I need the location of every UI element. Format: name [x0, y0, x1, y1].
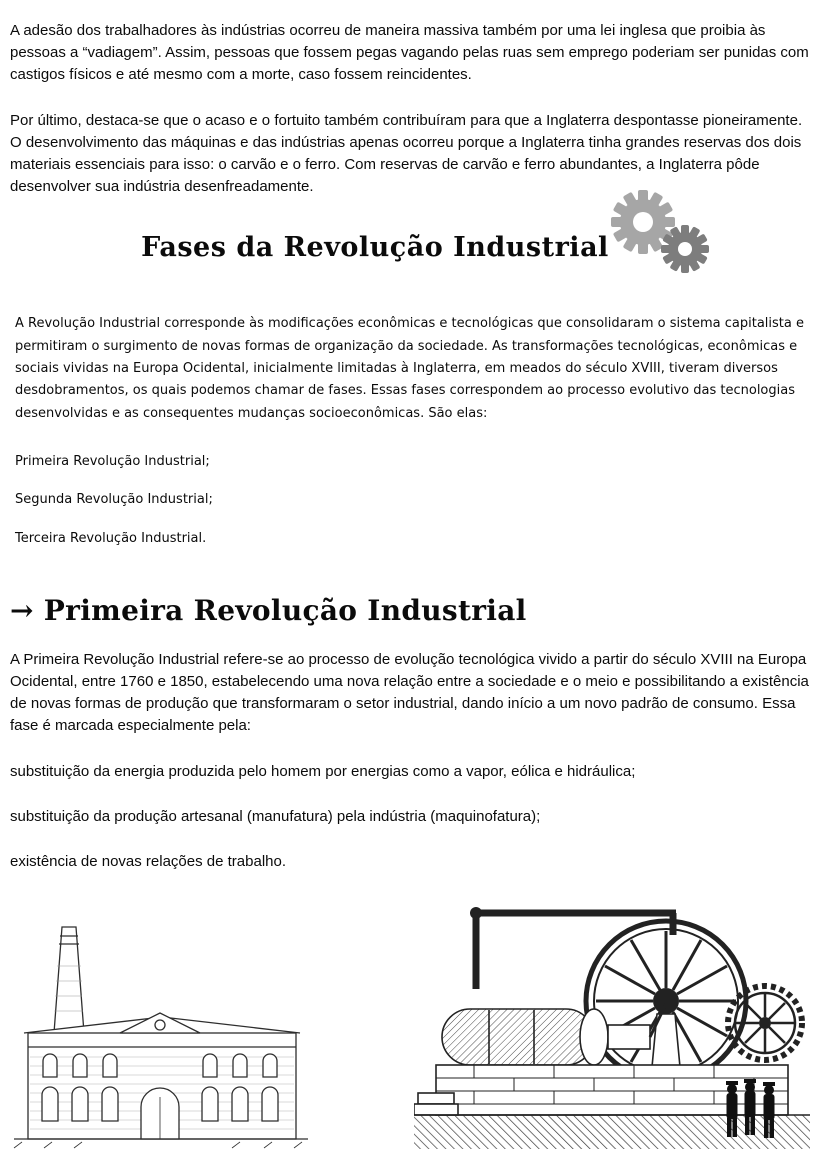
primeira-list-item-2: substituição da produção artesanal (manufatura) pela indústria (maquinofatura);: [10, 808, 541, 826]
intro-paragraph-2: Por último, destaca-se que o acaso e o fortuito também contribuíram para que a Inglaterra despontasse pioneiramente. O desenvolvimento das máquinas e das indústrias apenas ocorreu porque a Inglaterra tinha grandes reservas dos dois materiais essenciais para isso: o carvão e o ferro. Com reservas de carvão e ferro abundantes, a Inglaterra pôde desenvolver sua indústria desenfreadamente.: [10, 112, 803, 196]
gears-icon: [597, 186, 715, 278]
primeira-list-item-3: existência de novas relações de trabalho.: [10, 853, 287, 871]
images-row: [10, 897, 810, 1149]
primeira-body-paragraph: A Primeira Revolução Industrial refere-se ao processo de evolução tecnológica vivido a partir do século XVIII na Europa Ocidental, entre 1760 e 1850, estabelecendo uma nova relação entre a sociedade e o meio e possibilitando a existência de novas formas de produção que transformaram o setor industrial, dando início a um novo padrão de consumo. Essa fase é marcada especialmente pela:: [10, 651, 809, 735]
intro-paragraph-1: A adesão dos trabalhadores às indústrias ocorreu de maneira massiva também por uma lei inglesa que proibia às pessoas a “vadiagem”. Assim, pessoas que fossem pegas vagando pelas ruas sem emprego poderiam ser punidas com castigos físicos e até mesmo com a morte, caso fossem reincidentes.: [10, 22, 809, 84]
primeira-section-title: → Primeira Revolução Industrial: [10, 594, 527, 628]
fases-heading-row: [10, 232, 740, 263]
fases-list-item-2: Segunda Revolução Industrial;: [15, 492, 213, 508]
fases-body-paragraph: A Revolução Industrial corresponde às modificações econômicas e tecnológicas que consolidaram o sistema capitalista e permitiram o surgimento de novas formas de organização da sociedade. As transformações tecnológicas, econômicas e sociais vividas na Europa Ocidental, inicialmente limitadas à Inglaterra, em meados do século XVIII, tiveram diversos desdobramentos, os quais podemos chamar de fases. Essas fases correspondem ao processo evolutivo das tecnologias desenvolvidas e as consequentes mudanças socioeconômicas. São elas:: [15, 316, 804, 421]
fases-list-item-3: Terceira Revolução Industrial.: [15, 530, 207, 546]
fases-section-title: Fases da Revolução Industrial: [141, 232, 609, 264]
fases-list-item-1: Primeira Revolução Industrial;: [15, 454, 210, 470]
steam-engine-engraving-image: [414, 897, 810, 1149]
factory-engraving-image: [10, 921, 312, 1149]
gear-large: [611, 190, 675, 254]
primeira-list-item-1: substituição da energia produzida pelo homem por energias como a vapor, eólica e hidráulica;: [10, 763, 636, 781]
